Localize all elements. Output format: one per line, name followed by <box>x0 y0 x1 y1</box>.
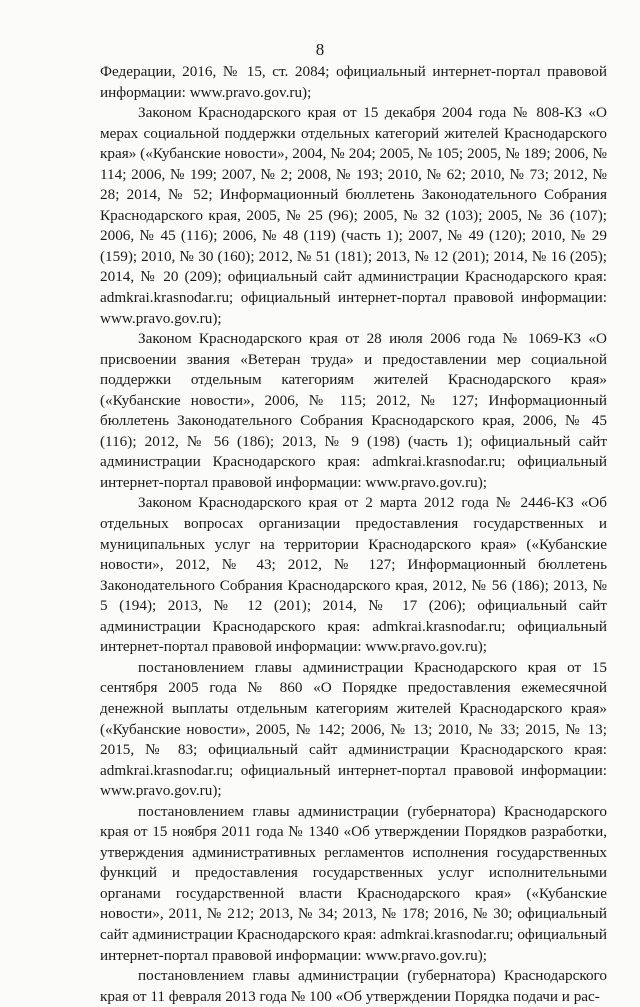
paragraph: Законом Краснодарского края от 28 июля 2006 года № 1069-КЗ «О присвоении звания «Ветеран труда» и предоставлении мер социальной поддержки отдельным категориям жителей Краснодарского края» («Кубанские новости», 2006, № 115; 2012, № 127; Информационный бюллетень Законодательного Собрания Краснодарского края, 2006, № 45 (116); 2012, № 56 (186); 2013, № 9 (198) (часть 1); официальный сайт администрации Краснодарского края: admkrai.krasnodar.ru; официальный интернет-портал правовой информации: www.pravo.gov.ru); <box>100 330 607 491</box>
paragraph: Законом Краснодарского края от 15 декабря 2004 года № 808-КЗ «О мерах социальной поддержки отдельных категорий жителей Краснодарского края» («Кубанские новости», 2004, № 204; 2005, № 105; 2005, № 189; 2006, № 114; 2006, № 199; 2007, № 2; 2008, № 193; 2010, № 62; 2010, № 73; 2012, № 28; 2014, № 52; Информационный бюллетень Законодательного Собрания Краснодарского края, 2005, № 25 (96); 2005, № 32 (103); 2005, № 36 (107); 2006, № 45 (116); 2006, № 48 (119) (часть 1); 2007, № 49 (120); 2010, № 29 (159); 2010, № 30 (160); 2012, № 51 (181); 2013, № 12 (201); 2014, № 16 (205); 2014, № 20 (209); официальный сайт администрации Краснодарского края: admkrai.krasnodar.ru; официальный интернет-портал правовой информации: www.pravo.gov.ru); <box>100 104 607 327</box>
document-body <box>100 62 607 1007</box>
page-number: 8 <box>315 40 325 59</box>
paragraph: Законом Краснодарского края от 2 марта 2012 года № 2446-КЗ «Об отдельных вопросах организации предоставления государственных и муниципальных услуг на территории Краснодарского края» («Кубанские новости», 2012, № 43; 2012, № 127; Информационный бюллетень Законодательного Собрания Краснодарского края, 2012, № 56 (186); 2013, № 5 (194); 2013, № 12 (201); 2014, № 17 (206); официальный сайт администрации Краснодарского края: admkrai.krasnodar.ru; официальный интернет-портал правовой информации: www.pravo.gov.ru); <box>100 494 607 656</box>
paragraph: постановлением главы администрации (губернатора) Краснодарского края от 15 ноября 2011 года № 1340 «Об утверждении Порядков разработки, утверждения административных регламентов исполнения государственных функций и предоставления государственных услуг исполнительными органами государственной власти Краснодарского края» («Кубанские новости», 2011, № 212; 2013, № 34; 2013, № 178; 2016, № 30; официальный сайт администрации Краснодарского края: admkrai.krasnodar.ru; официальный интернет-портал правовой информации: www.pravo.gov.ru); <box>100 802 607 964</box>
paragraph: Федерации, 2016, № 15, ст. 2084; официальный интернет-портал правовой информации: www.pravo.gov.ru); <box>100 63 607 101</box>
paragraph: постановлением главы администрации Краснодарского края от 15 сентября 2005 года № 860 «О Порядке предоставления ежемесячной денежной выплаты отдельным категориям жителей Краснодарского края» («Кубанские новости», 2005, № 142; 2006, № 13; 2010, № 33; 2015, № 13; 2015, № 83; официальный сайт администрации Краснодарского края: admkrai.krasnodar.ru; официальный интернет-портал правовой информации: www.pravo.gov.ru); <box>100 658 607 800</box>
paragraph: постановлением главы администрации (губернатора) Краснодарского края от 11 февраля 2013 года № 100 «Об утверждении Порядка подачи и рас- <box>100 967 607 1005</box>
